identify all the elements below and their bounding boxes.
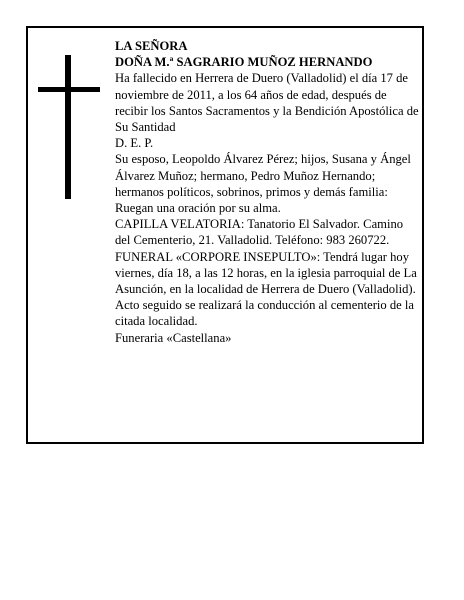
death-announcement: Ha fallecido en Herrera de Duero (Valladolid) el día 17 de noviembre de 2011, a los 64 años de edad, después de recibir los Santos Sacramentos y la Bendición Apostólica de Su Santidad — [115, 71, 419, 135]
funeral-home: Funeraria «Castellana» — [115, 330, 232, 345]
rip-line: D. E. P. — [115, 136, 154, 151]
cross-vertical-bar — [65, 55, 71, 199]
notice-heading: LA SEÑORA — [115, 39, 188, 53]
chapel-info: CAPILLA VELATORIA: Tanatorio El Salvador. Camino del Cementerio, 21. Valladolid. Teléfono: 983 260722. — [115, 217, 404, 248]
cross-horizontal-bar — [38, 87, 100, 92]
prayer-request: Ruegan una oración por su alma. — [115, 201, 281, 216]
obituary-text — [115, 38, 421, 346]
latin-cross-icon — [38, 55, 100, 199]
obituary-notice — [26, 26, 424, 444]
deceased-name: DOÑA M.ª SAGRARIO MUÑOZ HERNANDO — [115, 55, 373, 70]
family-list: Su esposo, Leopoldo Álvarez Pérez; hijos, Susana y Ángel Álvarez Muñoz; hermano, Pedro Muñoz Hernando; hermanos políticos, sobrinos, primos y demás familia: — [115, 152, 411, 199]
funeral-info: FUNERAL «CORPORE INSEPULTO»: Tendrá lugar hoy viernes, día 18, a las 12 horas, en la iglesia parroquial de La Asunción, en la localidad de Herrera de Duero (Valladolid). Acto seguido se realizará la conducción al cementerio de la citada localidad. — [115, 249, 417, 329]
